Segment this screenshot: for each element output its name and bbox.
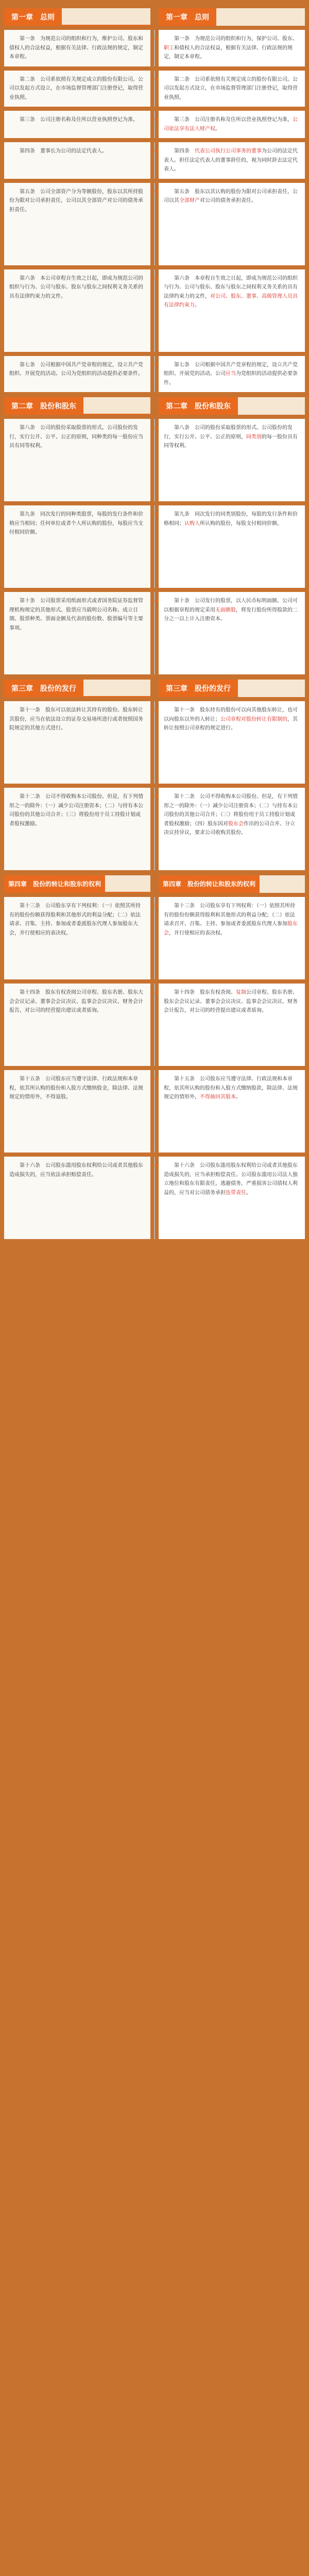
article-row [4, 269, 305, 352]
revised-phrase: 对公司、股东、董事、高级管理人员具有法律约束力 [164, 293, 298, 308]
new-article: 第一条 为规范公司的组织和行为，保护公司、股东、职工和债权人的合法权益，根据有关法律、行政法规的规定，制定本章程。 [159, 30, 305, 66]
old-article: 第十三条 公司股东享有下列权利：（一）依照其所持有的股份份额获得股利和其他形式的利益分配；（二）依法请求、召集、主持、参加或者委派股东代理人参加股东大会，并行使相应的表决权。 [4, 897, 150, 979]
old-article: 第九条 同次发行的同种类股票，每股的发行条件和价格应当相同；任何单位或者个人所认购的股份，每股应当支付相同价额。 [4, 505, 150, 588]
new-article: 第十二条 公司不得收购本公司股份。但是，有下列情形之一的除外：（一）减少公司注册资本；（二）与持有本公司股份的其他公司合并；（三）将股份用于员工持股计划或者股权激励；（四）股东因对股东会作出的公司合并、分立决议持异议，要求公司收购其股份。 [159, 788, 305, 870]
revised-phrase: 代表公司执行公司事务的董事 [195, 148, 262, 154]
article-row [4, 701, 305, 784]
old-article: 第六条 本公司章程自生效之日起，即成为规范公司的组织与行为、公司与股东、股东与股东之间权利义务关系的具有法律约束力的文件。 [4, 269, 150, 352]
comparison-page [0, 0, 309, 1249]
article-row [4, 356, 305, 393]
new-article: 第十四条 股东有权查阅、复制公司章程、股东名册、股东会会议记录、董事会会议决议、监事会会议决议、财务会计报告，对公司的经营提出建议或者质询。 [159, 984, 305, 1066]
old-article: 第十五条 公司股东应当遵守法律、行政法规和本章程，依其所认购的股份和入股方式缴纳股金，除法律、法规规定的情形外，不得退股。 [4, 1070, 150, 1153]
new-article: 第二条 公司系依照有关规定成立的股份有限公司。公司以发起方式设立，在市场监督管理部门注册登记，取得营业执照。 [159, 71, 305, 107]
article-row [4, 71, 305, 107]
article-row [4, 111, 305, 138]
new-article: 第四条 代表公司执行公司事务的董事为公司的法定代表人。担任法定代表人的董事辞任的，视为同时辞去法定代表人。 [159, 142, 305, 179]
new-article: 第十三条 公司股东享有下列权利：（一）依照其所持有的股份份额获得股利和其他形式的利益分配；（二）依法请求召开、召集、主持、参加或者委派股东代理人参加股东会，并行使相应的表决权。 [159, 897, 305, 979]
article-row [4, 142, 305, 179]
new-article: 第六条 本章程自生效之日起，即成为规范公司的组织与行为、公司与股东、股东与股东之间权利义务关系的具有法律约束力的文件，对公司、股东、董事、高级管理人员具有法律约束力。 [159, 269, 305, 352]
chapter-title-new: 第三章 股份的发行 [159, 680, 238, 697]
old-article: 第三条 公司注册名称及住所以营业执照登记为准。 [4, 111, 150, 138]
article-row [4, 984, 305, 1066]
article-row [4, 419, 305, 501]
revised-phrase: 公司章程对股份转让有限制的 [220, 716, 287, 722]
revised-phrase: 公司依法享有法人财产权 [164, 117, 298, 132]
old-article: 第十二条 公司不得收购本公司股份。但是，有下列情形之一的除外：（一）减少公司注册资本；（二）与持有本公司股份的其他公司合并；（三）将股份用于员工持股计划或者股权激励。 [4, 788, 150, 870]
revised-phrase: 无面额股 [215, 607, 236, 613]
article-row [4, 30, 305, 66]
old-article: 第十六条 公司股东滥用股东权利给公司或者其他股东造成损失的，应当依法承担赔偿责任。 [4, 1157, 150, 1239]
chapter-header [4, 397, 305, 415]
chapter-title-old: 第一章 总则 [4, 8, 62, 26]
revised-phrase: 全部财产 [179, 198, 200, 204]
new-article: 第八条 公司的股份采取股票的形式。公司股份的发行，实行公开、公平、公正的原则，同类别的每一股份具有同等权利。 [159, 419, 305, 501]
new-article: 第九条 同次发行的同类别股份，每股的发行条件和价格相同；认购人所认购的股份，每股支付相同价额。 [159, 505, 305, 588]
old-article: 第七条 公司根据中国共产党章程的规定，设立共产党组织、开展党的活动。公司为党组织的活动提供必要条件。 [4, 356, 150, 393]
old-article: 第十一条 股东可以依法转让其持有的股份。股东转让其股份，应当在依法设立的证券交易场所进行或者按照国务院规定的其他方式进行。 [4, 701, 150, 784]
new-article: 第十一条 股东持有的股份可以向其他股东转让，也可以向股东以外的人转让；公司章程对股份转让有限制的，其转让按照公司章程的规定进行。 [159, 701, 305, 784]
revised-phrase: 不得抽回其股本 [200, 1094, 236, 1100]
article-row [4, 592, 305, 674]
old-article: 第十条 公司股票采用纸面形式或者国务院证券监督管理机构规定的其他形式。股票应当载明公司名称、成立日期、股票种类、票面金额及代表的股份数、股票编号等主要事项。 [4, 592, 150, 674]
chapter-header [4, 8, 305, 26]
chapter-new-2 [159, 397, 305, 415]
revised-phrase: 认购人 [184, 520, 200, 527]
old-article: 第十四条 股东有权查阅公司章程、股东名册、股东大会会议记录、董事会会议决议、监事会会议决议、财务会计报告，对公司的经营提出建议或者质询。 [4, 984, 150, 1066]
revised-phrase: 连带责任 [226, 1190, 246, 1196]
old-article: 第五条 公司全部资产分为等额股份，股东以其所持股份为限对公司承担责任，公司以其全部资产对公司的债务承担责任。 [4, 183, 150, 265]
chapter-title-new: 第四章 股份的转让和股东的权利 [159, 875, 260, 893]
revised-phrase: 同类别 [246, 434, 262, 440]
revised-phrase: 应当 [226, 371, 236, 377]
new-article: 第五条 股东以其认购的股份为限对公司承担责任，公司以其全部财产对公司的债务承担责任。 [159, 183, 305, 265]
old-article: 第八条 公司的股份采取股票的形式。公司股份的发行，实行公开、公平、公正的原则，同种类的每一股份应当具有同等权利。 [4, 419, 150, 501]
chapter-old-2 [4, 397, 150, 415]
revised-phrase: 职工 [164, 45, 174, 51]
chapter-old-3 [4, 680, 150, 697]
new-article: 第十五条 公司股东应当遵守法律、行政法规和本章程，依其所认购的股份和入股方式缴纳股款，除法律、法规规定的情形外，不得抽回其股本。 [159, 1070, 305, 1153]
chapter-title-new: 第二章 股份和股东 [159, 397, 238, 415]
new-article: 第三条 公司注册名称及住所以营业执照登记为准，公司依法享有法人财产权。 [159, 111, 305, 138]
old-article: 第一条 为规范公司的组织和行为，维护公司、股东和债权人的合法权益，根据有关法律、行政法规的规定，制定本章程。 [4, 30, 150, 66]
chapter-title-new: 第一章 总则 [159, 8, 216, 26]
old-article: 第二条 公司系依照有关规定成立的股份有限公司。公司以发起方式设立，在市场监督管理部门注册登记，取得营业执照。 [4, 71, 150, 107]
chapter-title-old: 第四章 股份的转让和股东的权利 [4, 875, 105, 893]
chapter-new-3 [159, 680, 305, 697]
article-row [4, 505, 305, 588]
chapter-new-1 [159, 8, 305, 26]
article-row [4, 183, 305, 265]
chapter-header [4, 875, 305, 893]
chapter-old-4 [4, 875, 150, 893]
revised-phrase: 股东会 [228, 821, 244, 827]
chapter-new-4 [159, 875, 305, 893]
article-row [4, 1070, 305, 1153]
old-article: 第四条 董事长为公司的法定代表人。 [4, 142, 150, 179]
chapter-title-old: 第二章 股份和股东 [4, 397, 83, 415]
new-article: 第七条 公司根据中国共产党章程的规定，设立共产党组织、开展党的活动。公司应当为党组织的活动提供必要条件。 [159, 356, 305, 393]
article-row [4, 1157, 305, 1239]
revised-phrase: 股东会 [164, 921, 298, 936]
chapter-header [4, 680, 305, 697]
revised-phrase: 复制 [236, 990, 246, 995]
chapter-title-old: 第三章 股份的发行 [4, 680, 83, 697]
article-row [4, 788, 305, 870]
new-article: 第十六条 公司股东滥用股东权利给公司或者其他股东造成损失的，应当承担赔偿责任。公司股东滥用公司法人独立地位和股东有限责任，逃避债务，严重损害公司债权人利益的，应当对公司债务承担连带责任。 [159, 1157, 305, 1239]
article-row [4, 897, 305, 979]
new-article: 第十条 公司发行的股票，以人民币标明面额。公司可以根据章程的规定采用无面额股，将发行股份所得股款的二分之一以上计入注册资本。 [159, 592, 305, 674]
chapter-old-1 [4, 8, 150, 26]
